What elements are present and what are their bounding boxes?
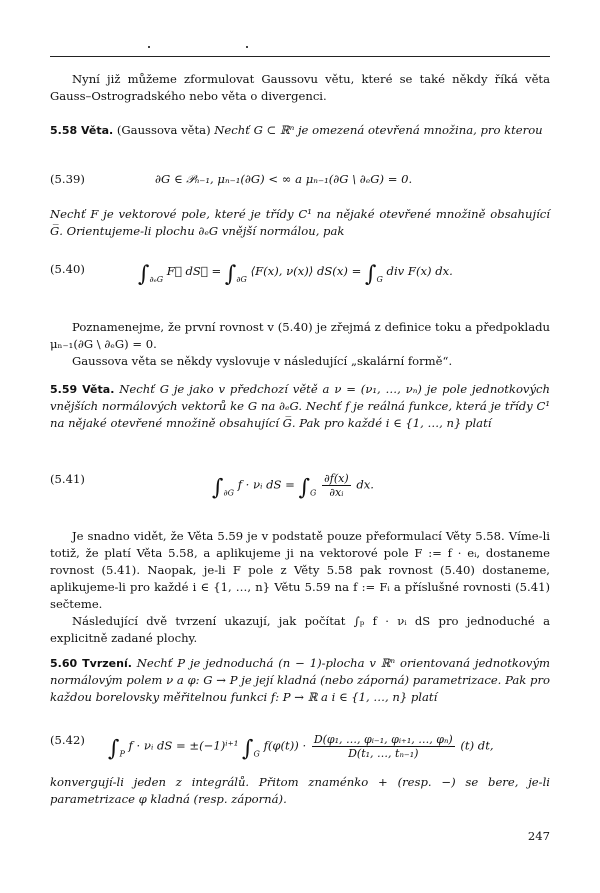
header-rule xyxy=(50,56,550,57)
theorem-text: Nechť P je jednoduchá (n − 1)-plocha v ℝⁿ orientovaná jednotkovým normálovým polem ν a φ: G → P je její kladná (nebo záporná) parametrizace. Pak pro každou borelovsky měřitelnou funkci f: P → ℝ a i ∈ {1, …, n} platí xyxy=(50,656,550,704)
fraction xyxy=(312,733,455,760)
theorem-5-58 xyxy=(50,122,550,139)
page-number: 247 xyxy=(527,829,550,843)
equation-number: (5.39) xyxy=(50,172,85,186)
theorem-label: 5.58 Věta. xyxy=(50,124,114,137)
equation-5-39 xyxy=(50,172,550,202)
integral-sign-icon: ∫ xyxy=(138,262,150,287)
header-dot xyxy=(246,46,248,48)
equation-number: (5.41) xyxy=(50,472,85,486)
paragraph-next-claims: Následující dvě tvrzení ukazují, jak počítat ∫ₚ f · νᵢ dS pro jednoduché a explicitně zadané plochy. xyxy=(50,614,550,645)
paragraph-intro: Nyní již můžeme zformulovat Gaussovu větu, které se také někdy říká věta Gauss–Ostrogradského nebo věta o divergenci. xyxy=(50,72,550,103)
theorem-label: 5.59 Věta. xyxy=(50,383,115,396)
paragraph-remark: Poznamenejme, že první rovnost v (5.40) je zřejmá z definice toku a předpokladu μₙ₋₁(∂G \ ∂ₑG) = 0. xyxy=(50,320,550,351)
integral-sign-icon: ∫ xyxy=(212,475,224,501)
paragraph-equivalence: Je snadno vidět, že Věta 5.59 je v podstatě pouze přeformulací Věty 5.58. Víme-li totiž, že platí Věta 5.58, a aplikujeme ji na vektorové pole F := f · eᵢ, dostaneme rovnost (5.41). Naopak, je-li F pole z Věty 5.58 pak rovnost (5.40) dostaneme, aplikujeme-li pro každé i ∈ {1, …, n} Větu 5.59 na f := Fᵢ a příslušné rovnosti (5.41) sečteme. xyxy=(50,529,550,611)
theorem-name: (Gaussova věta) xyxy=(116,123,211,137)
theorem-5-59 xyxy=(50,381,550,432)
paragraph-vector-field: Nechť F je vektorové pole, které je třídy C¹ na nějaké otevřené množině obsahující G̅. Orientujeme-li plochu ∂ₑG vnější normálou, pak xyxy=(50,207,550,238)
fraction-denominator: ∂xᵢ xyxy=(329,486,344,499)
integral-domain: G xyxy=(253,749,260,759)
header-dot xyxy=(148,46,150,48)
equation-right: div F(x) dx. xyxy=(386,264,453,278)
equation-number: (5.40) xyxy=(50,262,85,276)
fraction xyxy=(322,472,351,499)
integral-domain: ∂ₑG xyxy=(149,275,164,284)
equation-middle: f(φ(t)) · xyxy=(263,738,307,753)
fraction-denominator: D(t₁, …, tₙ₋₁) xyxy=(348,747,419,760)
integral-domain: ∂G xyxy=(223,488,234,498)
equation-body: ∂G ∈ 𝒫ₙ₋₁, μₙ₋₁(∂G) < ∞ a μₙ₋₁(∂G \ ∂ₑG) = 0. xyxy=(155,172,413,186)
equation-5-41 xyxy=(50,472,550,502)
fraction-numerator: ∂f(x) xyxy=(324,472,349,485)
integral-domain: ∂G xyxy=(236,275,247,284)
equation-middle: ⟨F(x), ν(x)⟩ dS(x) = xyxy=(250,264,362,278)
integral-sign-icon: ∫ xyxy=(108,736,120,762)
paragraph-scalar-form: Gaussova věta se někdy vyslovuje v následující „skalární formě“. xyxy=(72,354,453,368)
equation-left: F⃗ dS⃗ = xyxy=(166,264,222,278)
integral-sign-icon: ∫ xyxy=(364,262,377,287)
integral-domain: P xyxy=(119,749,125,759)
equation-right: (t) dt, xyxy=(460,738,494,753)
integral-domain: G xyxy=(376,275,383,284)
theorem-label: 5.60 Tvrzení. xyxy=(50,657,132,670)
equation-right: dx. xyxy=(356,477,374,492)
paragraph-sign-rule: konvergují-li jeden z integrálů. Přitom znaménko + (resp. −) se bere, je-li parametrizace φ kladná (resp. záporná). xyxy=(50,775,550,806)
equation-number: (5.42) xyxy=(50,733,85,747)
equation-left: f · νᵢ dS = ±(−1)ⁱ⁺¹ xyxy=(128,738,239,753)
equation-left: f · νᵢ dS = xyxy=(237,477,295,492)
equation-5-42 xyxy=(50,733,550,763)
integral-sign-icon: ∫ xyxy=(224,262,237,287)
page xyxy=(50,0,550,893)
equation-5-40 xyxy=(50,262,550,292)
integral-sign-icon: ∫ xyxy=(242,736,254,762)
integral-sign-icon: ∫ xyxy=(298,475,311,501)
theorem-text: Nechť G ⊂ ℝⁿ je omezená otevřená množina, pro kterou xyxy=(214,123,543,137)
claim-5-60 xyxy=(50,655,550,706)
integral-domain: G xyxy=(310,488,317,498)
fraction-numerator: D(φ₁, …, φᵢ₋₁, φᵢ₊₁, …, φₙ) xyxy=(313,733,453,746)
theorem-text: Nechť G je jako v předchozí větě a ν = (ν₁, …, νₙ) je pole jednotkových vnějších normálových vektorů ke G na ∂ₑG. Nechť f je reálná funkce, která je třídy C¹ na nějaké otevřené množině obsahující G̅. Pak pro každé i ∈ {1, …, n} platí xyxy=(50,382,550,430)
